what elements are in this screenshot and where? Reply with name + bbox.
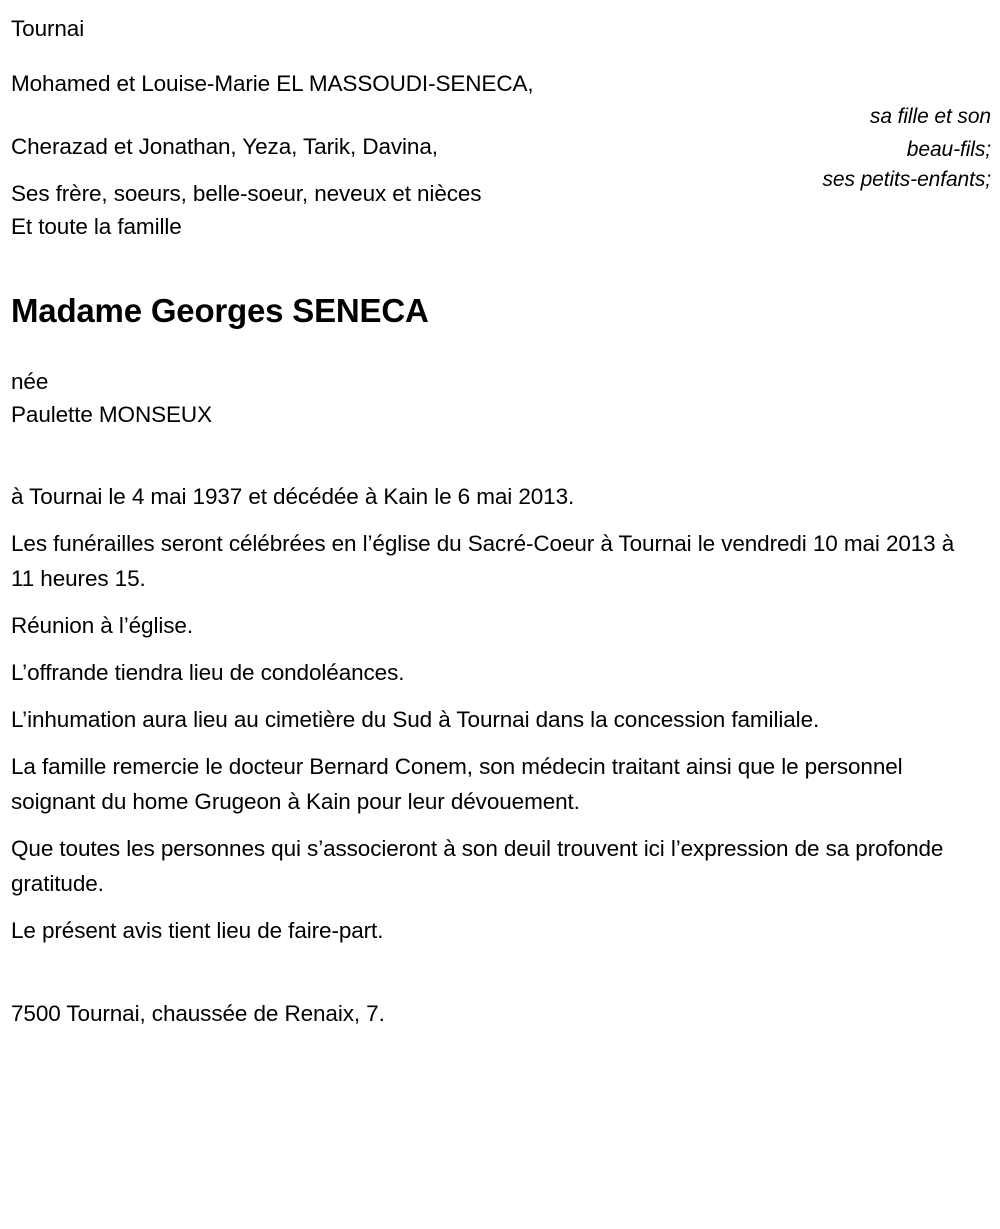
survivor-names: Mohamed et Louise-Marie EL MASSOUDI-SENECA, xyxy=(11,71,534,96)
survivor-relation-line1: sa fille et son xyxy=(869,105,991,128)
survivor-relation-line2: beau-fils; xyxy=(906,138,991,161)
relatives-line-1: Ses frère, soeurs, belle-soeur, neveux et nièces xyxy=(11,181,482,206)
survivor-relation-line1: ses petits-enfants; xyxy=(822,168,991,191)
funeral-details: Les funérailles seront célébrées en l’église du Sacré-Coeur à Tournai le vendredi 10 mai 2013 à 11 heures 15. xyxy=(11,531,955,591)
survivor-relation xyxy=(511,163,991,196)
deceased-name: Madame Georges SENECA xyxy=(11,292,429,329)
relatives-line-2: Et toute la famille xyxy=(11,214,182,239)
burial-details: L’inhumation aura lieu au cimetière du Sud à Tournai dans la concession familiale. xyxy=(11,707,820,732)
offering-note: L’offrande tiendra lieu de condoléances. xyxy=(11,660,405,685)
survivor-names: Cherazad et Jonathan, Yeza, Tarik, Davina, xyxy=(11,134,438,159)
maiden-name: Paulette MONSEUX xyxy=(11,402,212,427)
birth-death-line: à Tournai le 4 mai 1937 et décédée à Kain le 6 mai 2013. xyxy=(11,484,575,509)
survivors-block xyxy=(11,67,991,191)
faire-part-note: Le présent avis tient lieu de faire-part. xyxy=(11,918,384,943)
nee-label: née xyxy=(11,369,49,394)
thanks-message: La famille remercie le docteur Bernard Conem, son médecin traitant ainsi que le personnel soignant du home Grugeon à Kain pour leur dévouement. xyxy=(11,754,903,814)
city-line: Tournai xyxy=(11,16,85,41)
survivor-row xyxy=(11,130,991,191)
gratitude-message: Que toutes les personnes qui s’associeront à son deuil trouvent ici l’expression de sa profonde gratitude. xyxy=(11,836,944,896)
notice-body xyxy=(11,12,991,1031)
address-line: 7500 Tournai, chaussée de Renaix, 7. xyxy=(11,1001,385,1026)
gathering-details: Réunion à l’église. xyxy=(11,613,193,638)
